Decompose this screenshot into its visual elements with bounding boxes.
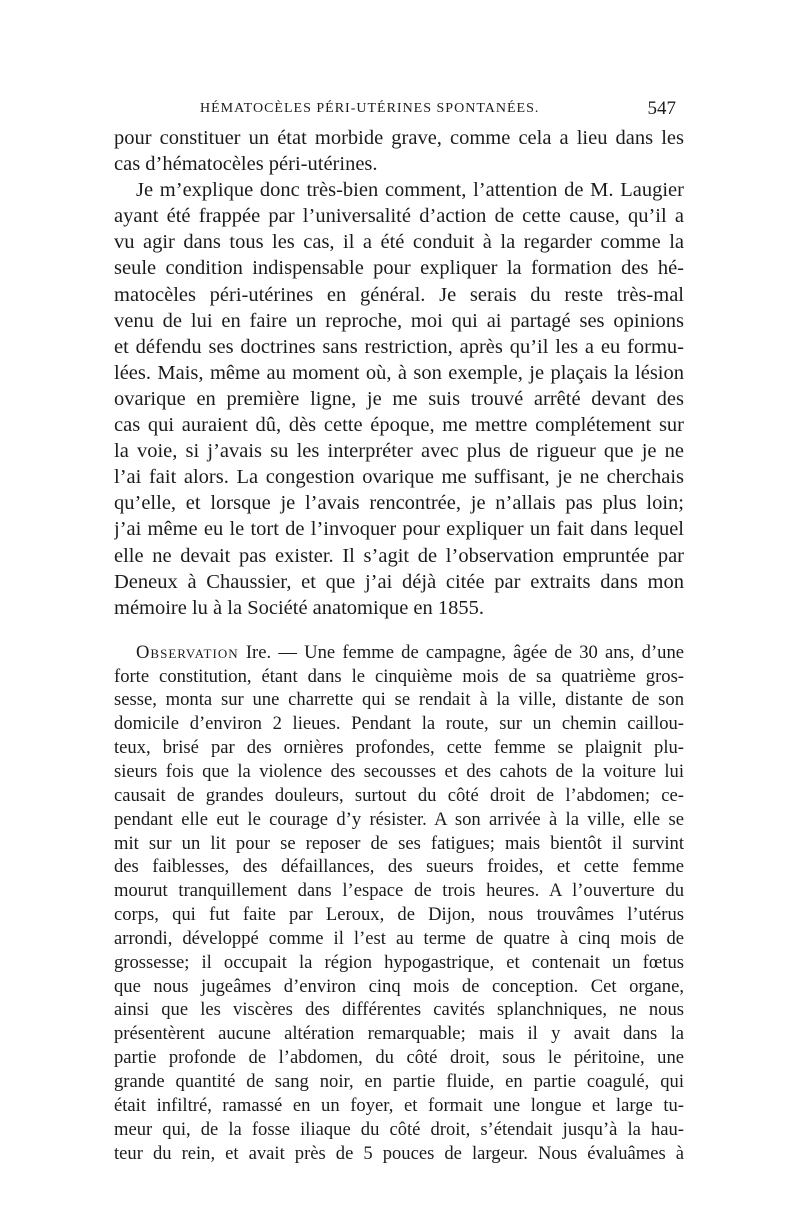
text-line: sesse, monta sur une charrette qui se rendait à la ville, distante de son [114, 689, 684, 711]
running-title: HÉMATOCÈLES PÉRI-UTÉRINES SPONTANÉES. [200, 101, 540, 116]
text-line: sieurs fois que la violence des secousses et des cahots de la voiture lui [114, 761, 684, 782]
text-line: ayant été frappée par l’universalité d’action de cette cause, qu’il a [114, 205, 684, 228]
text-line: mourut tranquillement dans l’espace de trois heures. A l’ouverture du [114, 880, 684, 902]
text-line: présentèrent aucune altération remarquable; mais il y avait dans la [114, 1023, 684, 1045]
text-line: mémoire lu à la Société anatomique en 1855. [114, 596, 485, 619]
text-line: causait de grandes douleurs, surtout du côté droit de l’abdomen; ce- [114, 784, 684, 806]
running-header [114, 98, 684, 123]
page-number: 547 [647, 98, 676, 119]
text-line: partie profonde de l’abdomen, du côté droit, sous le péritoine, une [114, 1047, 684, 1069]
text-line: corps, qui fut faite par Leroux, de Dijon, nous trouvâmes l’utérus [114, 904, 684, 926]
text-line: et défendu ses doctrines sans restriction, après qu’il les a eu formu- [114, 335, 684, 358]
observation-block [114, 641, 684, 1166]
text-line: ainsi que les viscères des différentes cavités splanchniques, ne nous [114, 999, 684, 1021]
paragraph-continuation [114, 125, 684, 177]
text-line: pendant elle eut le courage d’y résister. A son arrivée à la ville, elle se [114, 808, 684, 830]
observation-label: Observation [136, 641, 239, 663]
text-line: forte constitution, étant dans le cinquième mois de sa quatrième gros- [114, 665, 684, 687]
page-body [114, 125, 684, 1165]
text-line: Je m’explique donc très-bien comment, l’attention de M. Laugier [136, 179, 684, 202]
text-line: des faiblesses, des défaillances, des sueurs froides, et cette femme [114, 856, 684, 878]
observation-opening: . — Une femme de campagne, âgée de 30 ans, d’une [266, 641, 684, 663]
paragraph-spacer [114, 621, 684, 641]
text-line: teur du rein, et avait près de 5 pouces de largeur. Nous évaluâmes à [114, 1142, 684, 1164]
text-line: l’ai fait alors. La congestion ovarique me suffisant, je ne cherchais [114, 466, 684, 489]
text-line: vu agir dans tous les cas, il a été conduit à la regarder comme la [114, 231, 684, 254]
text-line: la voie, si j’avais su les interpréter avec plus de rigueur que je ne [114, 440, 684, 463]
text-line: domicile d’environ 2 lieues. Pendant la route, sur un chemin caillou- [114, 713, 684, 735]
text-line: qu’elle, et lorsque je l’avais rencontrée, je n’allais pas plus loin; [114, 492, 684, 515]
text-line: mit sur un lit pour se reposer de ses fatigues; mais bientôt il survint [114, 832, 684, 854]
text-line: grande quantité de sang noir, en partie fluide, en partie coagulé, qui [114, 1070, 684, 1092]
text-line: cas qui auraient dû, dès cette époque, me mettre complétement sur [114, 414, 684, 437]
text-line: meur qui, de la fosse iliaque du côté droit, s’étendait jusqu’à la hau- [114, 1118, 684, 1140]
paragraph [114, 177, 684, 621]
text-line: que nous jugeâmes d’environ cinq mois de conception. Cet organe, [114, 975, 684, 997]
text-line: était infiltré, ramassé en un foyer, et formait une longue et large tu- [114, 1094, 684, 1116]
text-line: cas d’hématocèles péri-utérines. [114, 153, 378, 176]
text-line: arrondi, développé comme il l’est au terme de quatre à cinq mois de [114, 927, 684, 949]
text-line: grossesse; il occupait la région hypogastrique, et contenait un fœtus [114, 951, 684, 973]
text-line: ovarique en première ligne, je me suis trouvé arrêté devant des [114, 387, 684, 410]
text-line: matocèles péri-utérines en général. Je serais du reste très-mal [114, 283, 684, 306]
text-line: venu de lui en faire un reproche, moi qui ai partagé ses opinions [114, 309, 684, 332]
text-line: teux, brisé par des ornières profondes, cette femme se plaignit plu- [114, 737, 684, 759]
text-line: Deneux à Chaussier, et que j’ai déjà citée par extraits dans mon [114, 570, 684, 593]
book-page [114, 0, 684, 1215]
observation-first-line [114, 641, 684, 665]
text-line: j’ai même eu le tort de l’invoquer pour expliquer un fait dans lequel [114, 518, 684, 541]
text-line: pour constituer un état morbide grave, comme cela a lieu dans les [114, 127, 684, 149]
text-line: elle ne devait pas exister. Il s’agit de l’observation empruntée par [114, 544, 684, 567]
observation-numeral: Ire [245, 641, 267, 663]
text-line: lées. Mais, même au moment où, à son exemple, je plaçais la lésion [114, 361, 684, 384]
text-line: seule condition indispensable pour expliquer la formation des hé- [114, 257, 684, 280]
